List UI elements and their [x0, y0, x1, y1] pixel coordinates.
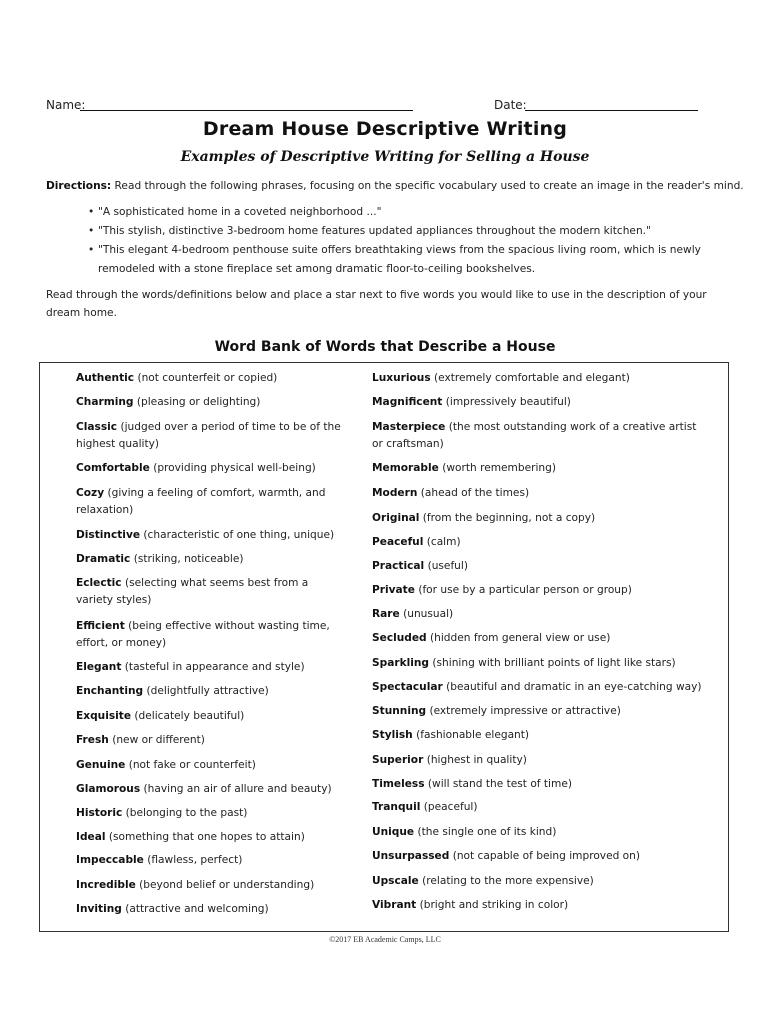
word-bank-word: Fresh [76, 734, 109, 746]
word-bank-word: Stunning [372, 705, 427, 717]
word-bank-word: Ideal [76, 831, 106, 843]
word-bank-entry [372, 752, 702, 769]
word-bank-word: Memorable [372, 462, 439, 474]
word-bank-definition: (providing physical well-being) [153, 462, 316, 474]
word-bank-definition: (the most outstanding work of a creative artist or craftsman) [372, 421, 697, 450]
word-bank-entry [372, 897, 702, 914]
word-bank-definition: (delightfully attractive) [146, 685, 269, 697]
word-bank-definition: (useful) [427, 560, 468, 572]
directions-text: Read through the following phrases, focusing on the specific vocabulary used to create an image in the reader's mind. [114, 180, 744, 192]
word-bank-definition: (will stand the test of time) [427, 778, 572, 790]
word-bank-word: Authentic [76, 372, 135, 384]
word-bank-word: Unique [372, 826, 415, 838]
word-bank-definition: (beyond belief or understanding) [139, 879, 315, 891]
word-bank-entry [372, 394, 702, 411]
word-bank-definition: (worth remembering) [442, 462, 556, 474]
word-bank-word: Peaceful [372, 536, 424, 548]
word-bank-entry [76, 659, 348, 676]
word-bank-entry [76, 419, 348, 453]
example-phrase: • "This elegant 4-bedroom penthouse suite offers breathtaking views from the spacious living room, which is newly remodeled with a stone fireplace set among dramatic floor-to-ceiling bookshelves. [88, 241, 708, 279]
word-bank-definition: (highest in quality) [426, 754, 527, 766]
word-bank-definition: (fashionable elegant) [416, 729, 530, 741]
word-bank-entry [372, 370, 702, 387]
word-bank-word: Magnificent [372, 396, 443, 408]
word-bank-definition: (calm) [426, 536, 461, 548]
word-bank-entry [372, 824, 702, 841]
word-bank-definition: (ahead of the times) [420, 487, 530, 499]
word-bank-word: Practical [372, 560, 425, 572]
word-bank-word: Private [372, 584, 415, 596]
word-bank-entry [372, 703, 702, 720]
word-bank-entry [372, 510, 702, 527]
word-bank-definition: (pleasing or delighting) [136, 396, 261, 408]
word-bank-entry [76, 575, 348, 609]
copyright-footer: ©2017 EB Academic Camps, LLC [329, 935, 441, 944]
word-bank-definition: (flawless, perfect) [147, 854, 243, 866]
date-input-line[interactable] [525, 110, 698, 111]
word-bank-entry [372, 799, 702, 816]
name-input-line[interactable] [80, 110, 413, 111]
word-bank-definition: (peaceful) [423, 801, 478, 813]
word-bank-definition: (not capable of being improved on) [452, 850, 641, 862]
word-bank-definition: (attractive and welcoming) [125, 903, 269, 915]
word-bank-entry [76, 829, 348, 846]
word-bank-entry [76, 877, 348, 894]
word-bank-word: Eclectic [76, 577, 122, 589]
word-bank-entry [372, 582, 702, 599]
word-bank-word: Original [372, 512, 420, 524]
word-bank-entry [76, 852, 348, 869]
example-phrases-list [88, 203, 708, 279]
word-bank-word: Glamorous [76, 783, 141, 795]
name-label: Name: [46, 98, 86, 112]
word-bank-definition: (for use by a particular person or group) [418, 584, 632, 596]
word-bank-entry [372, 606, 702, 623]
word-bank-entry [76, 683, 348, 700]
word-bank-definition: (delicately beautiful) [134, 710, 245, 722]
word-bank-entry [76, 460, 348, 477]
word-bank-definition: (beautiful and dramatic in an eye-catching way) [446, 681, 702, 693]
word-bank-definition: (unusual) [403, 608, 454, 620]
word-bank-entry [372, 485, 702, 502]
word-bank-word: Stylish [372, 729, 413, 741]
instruction-text: Read through the words/definitions below and place a star next to five words you would like to use in the description of your dream home. [46, 289, 707, 319]
example-phrase: • "This stylish, distinctive 3-bedroom home features updated appliances throughout the modern kitchen." [88, 222, 708, 241]
word-bank-entry [76, 757, 348, 774]
word-bank-word: Elegant [76, 661, 122, 673]
word-bank-definition: (extremely comfortable and elegant) [434, 372, 630, 384]
word-bank-definition: (tasteful in appearance and style) [124, 661, 305, 673]
word-bank-definition: (extremely impressive or attractive) [429, 705, 621, 717]
word-bank-definition: (giving a feeling of comfort, warmth, and relaxation) [76, 487, 326, 516]
directions [46, 178, 746, 194]
word-bank-definition: (not fake or counterfeit) [128, 759, 256, 771]
word-bank-word: Tranquil [372, 801, 421, 813]
word-bank-definition: (judged over a period of time to be of the highest quality) [76, 421, 341, 450]
word-bank-word: Sparkling [372, 657, 430, 669]
word-bank-entry [76, 551, 348, 568]
word-bank-word: Superior [372, 754, 424, 766]
word-bank-entry [76, 901, 348, 918]
word-bank-word: Cozy [76, 487, 105, 499]
word-bank-word: Exquisite [76, 710, 132, 722]
word-bank-definition: (relating to the more expensive) [422, 875, 594, 887]
word-bank-definition: (characteristic of one thing, unique) [143, 529, 335, 541]
page-title: Dream House Descriptive Writing [202, 118, 568, 140]
word-bank-word: Spectacular [372, 681, 443, 693]
word-bank-definition: (having an air of allure and beauty) [143, 783, 332, 795]
word-bank-entry [76, 485, 348, 519]
word-bank-definition: (belonging to the past) [125, 807, 248, 819]
word-bank-word: Secluded [372, 632, 427, 644]
word-bank-word: Upscale [372, 875, 419, 887]
word-bank-entry [372, 419, 702, 453]
word-bank-word: Dramatic [76, 553, 131, 565]
word-bank-definition: (from the beginning, not a copy) [422, 512, 596, 524]
word-bank-word: Genuine [76, 759, 126, 771]
date-label: Date: [494, 98, 527, 112]
word-bank-word: Inviting [76, 903, 122, 915]
word-bank-entry [372, 655, 702, 672]
word-bank-entry [76, 732, 348, 749]
page-subtitle: Examples of Descriptive Writing for Selling a House [180, 149, 590, 165]
directions-label: Directions: [46, 180, 112, 192]
word-bank-entry [372, 848, 702, 865]
word-bank-definition: (impressively beautiful) [445, 396, 571, 408]
word-bank-entry [76, 805, 348, 822]
word-bank-word: Incredible [76, 879, 136, 891]
word-bank-definition: (hidden from general view or use) [430, 632, 611, 644]
word-bank-definition: (striking, noticeable) [133, 553, 244, 565]
word-bank-definition: (bright and striking in color) [419, 899, 569, 911]
word-bank-word: Luxurious [372, 372, 431, 384]
word-bank-definition: (not counterfeit or copied) [137, 372, 278, 384]
word-bank-word: Comfortable [76, 462, 150, 474]
word-bank-word: Unsurpassed [372, 850, 450, 862]
word-bank-entry [372, 558, 702, 575]
word-bank-definition: (shining with brilliant points of light like stars) [432, 657, 676, 669]
word-bank-entry [372, 679, 702, 696]
word-bank-word: Enchanting [76, 685, 144, 697]
word-bank-word: Modern [372, 487, 418, 499]
word-bank-entry [76, 781, 348, 798]
word-bank-word: Efficient [76, 620, 125, 632]
word-bank-word: Historic [76, 807, 123, 819]
word-bank-word: Timeless [372, 778, 425, 790]
word-bank-entry [372, 873, 702, 890]
word-bank-title: Word Bank of Words that Describe a House [214, 339, 556, 355]
word-bank-word: Charming [76, 396, 134, 408]
word-bank-definition: (new or different) [112, 734, 205, 746]
word-bank-definition: (the single one of its kind) [417, 826, 557, 838]
word-bank-word: Rare [372, 608, 400, 620]
word-bank-definition: (selecting what seems best from a variety styles) [76, 577, 309, 606]
word-bank-entry [372, 727, 702, 744]
word-bank-definition: (something that one hopes to attain) [108, 831, 305, 843]
word-bank-entry [76, 394, 348, 411]
word-bank-entry [372, 630, 702, 647]
example-phrase: • "A sophisticated home in a coveted neighborhood ..." [88, 203, 708, 222]
word-bank-entry [372, 460, 702, 477]
word-bank-word: Vibrant [372, 899, 417, 911]
word-bank-word: Classic [76, 421, 118, 433]
word-bank-entry [76, 618, 348, 652]
word-bank-word: Distinctive [76, 529, 141, 541]
word-bank-entry [76, 708, 348, 725]
word-bank-word: Impeccable [76, 854, 144, 866]
word-bank-entry [372, 776, 702, 793]
word-bank-entry [372, 534, 702, 551]
word-bank-entry [76, 370, 348, 387]
word-bank-word: Masterpiece [372, 421, 446, 433]
word-bank-entry [76, 527, 348, 544]
word-bank-definition: (being effective without wasting time, effort, or money) [76, 620, 330, 649]
